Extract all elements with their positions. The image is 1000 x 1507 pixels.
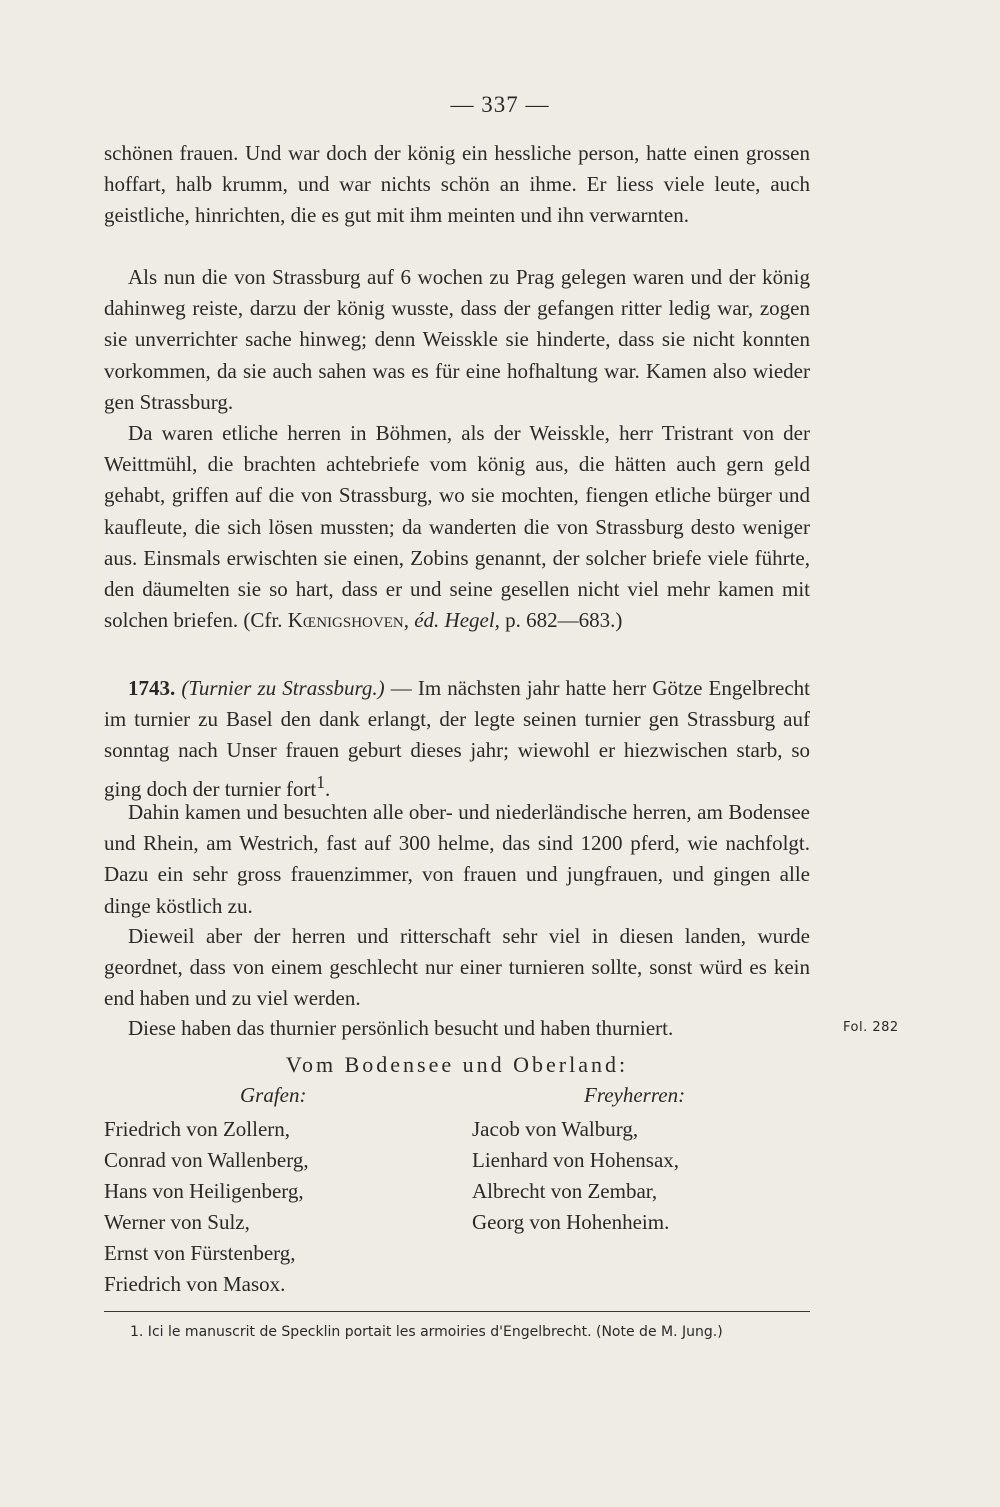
freyherren-heading: Freyherren: [584, 1083, 686, 1107]
list-item: Friedrich von Masox. [104, 1272, 286, 1296]
footnote-rule [104, 1311, 810, 1312]
footnote-marker: 1. [130, 1324, 144, 1340]
grafen-list [104, 1114, 309, 1300]
section-heading: Vom Bodensee und Oberland: [285, 1052, 629, 1077]
paragraph-text: Dieweil aber der herren und ritterschaft sehr viel in diesen landen, wurde geordnet, dass von einem geschlecht nur einer turnieren sollte, sonst würd es kein end haben und zu viel werden. [104, 924, 810, 1011]
paragraph-continuation [104, 138, 810, 232]
entry-body: — Im nächsten jahr hatte herr Götze Engelbrecht im turnier zu Basel den dank erlangt, der legte seinen turnier gen Strassburg auf sonntag nach Unser frauen geburt dieses jahr; wiewohl er hiezwischen starb, so ging doch der turnier fort [104, 676, 810, 801]
paragraph-text: Dahin kamen und besuchten alle ober- und niederländische herren, am Bodensee und Rhein, am Westrich, fast auf 300 helme, das sind 1200 pferd, wie nachfolgt. Dazu ein sehr gross frauenzimmer, von frauen und jungfrauen, und gingen alle dinge köstlich zu. [104, 800, 810, 918]
paragraph-attendees-intro [104, 1013, 810, 1044]
entry-end: . [325, 776, 331, 801]
paragraph-attendance [104, 797, 810, 922]
list-item: Jacob von Walburg, [472, 1117, 639, 1141]
paragraph-body: Da waren etliche herren in Böhmen, als der Weisskle, herr Tristrant von der Weittmühl, die brachten achtebriefe vom könig aus, die hätten auch gern geld gehabt, griffen auf die von Strassburg, wo sie mochten, fiengen etliche bürger und kaufleute, die sich lösen mussten; da wanderten die von Strassburg desto weniger aus. Einsmals erwischten sie einen, Zobins genannt, der solcher briefe viele führte, den däumelten sie so hart, dass er und seine gesellen nicht viel mehr kamen mit solchen briefen. (Cfr. [104, 421, 810, 633]
footnote-reference: 1 [316, 771, 326, 792]
footnote-text: Ici le manuscrit de Specklin portait les armoiries d'Engelbrecht. (Note de M. Jung.) [143, 1324, 723, 1340]
citation-separator: , [403, 608, 415, 633]
entry-text [104, 673, 810, 805]
margin-note: Fol. 282 [843, 1020, 899, 1035]
paragraph-text: Diese haben das thurnier persönlich besucht und haben thurniert. [128, 1016, 674, 1040]
list-item: Ernst von Fürstenberg, [104, 1241, 296, 1265]
paragraph-text: schönen frauen. Und war doch der könig ein hessliche person, hatte einen grossen hoffart, halb krumm, und war nichts schön an ihme. Er liess viele leute, auch geistliche, hinrichten, die es gut mit ihm meinten und ihn verwarnten. [104, 141, 810, 228]
citation-edition: éd. Hegel, [414, 608, 500, 633]
entry-title: (Turnier zu Strassburg.) [181, 676, 385, 700]
citation-pages: p. 682—683.) [499, 608, 623, 633]
footnote [130, 1324, 820, 1340]
citation-author: Kœnigshoven [287, 608, 404, 633]
paragraph-bohemia [104, 418, 810, 636]
list-item: Conrad von Wallenberg, [104, 1148, 309, 1172]
list-item: Hans von Heiligenberg, [104, 1179, 304, 1203]
list-item: Albrecht von Zembar, [472, 1179, 658, 1203]
list-item: Friedrich von Zollern, [104, 1117, 291, 1141]
paragraph-text [104, 418, 810, 636]
entry-number: 1743. [128, 676, 176, 700]
list-item: Georg von Hohenheim. [472, 1210, 670, 1234]
paragraph-text: Als nun die von Strassburg auf 6 wochen zu Prag gelegen waren und der könig dahinweg reiste, darzu der könig wusste, dass der gefangen ritter ledig war, zogen sie unverrichter sache hinweg; denn Weisskle sie hinderte, dass sie nicht konnten vorkommen, da sie auch sahen was es für eine hofhaltung war. Kamen also wieder gen Strassburg. [104, 265, 810, 414]
paragraph-prague [104, 262, 810, 418]
paragraph-rule [104, 921, 810, 1015]
list-item: Lienhard von Hohensax, [472, 1148, 680, 1172]
freyherren-list [472, 1114, 679, 1238]
page-number: — 337 — [450, 92, 550, 117]
list-item: Werner von Sulz, [104, 1210, 250, 1234]
grafen-heading: Grafen: [240, 1083, 307, 1107]
entry-1743 [104, 673, 810, 805]
